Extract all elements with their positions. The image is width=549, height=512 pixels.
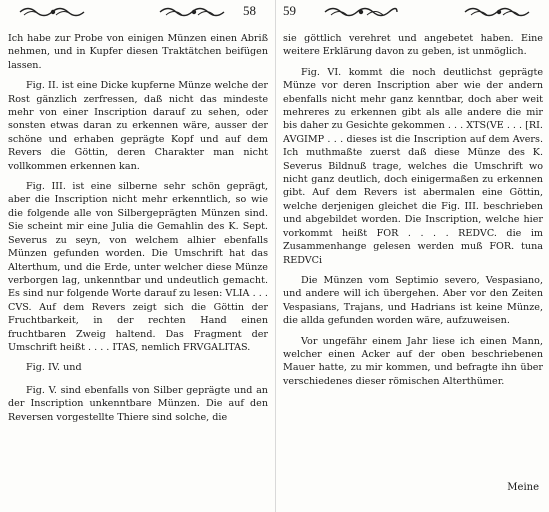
paragraph: Fig. V. sind ebenfalls von Silber geprägte und an der Inscription unkenntbare Münzen. Die auf den Reversen vorgestellte Thiere sind solche, die <box>8 384 268 423</box>
paragraph: Vor ungefähr einem Jahr liese ich einen Mann, welcher einen Acker auf der oben beschriebenen Mauer hatte, zu mir kommen, und befragte ihn über verschiedenes dieser römischen Alterthümer. <box>283 335 543 387</box>
paragraph: Fig. VI. kommt die noch deutlichst geprägte Münze vor deren Inscription aber wie der andern ebenfalls nicht mehr ganz kenntbar, doch aber weit mehreres zu erkennen gibt als alle andere die mir bis daher zu Gesichte gekommen . . . XTS(VE . . . [RI. AVGIMP . . . dieses ist die Inscription auf dem Avers. Ich muthmaßte zuerst daß diese Münze des K. Severus Bildnuß trage, welches die Umschrift wo nicht ganz deutlich, doch einigermaßen zu erkennen gibt. Auf dem Revers ist abermalen eine Göttin, welche derjenigen gleichet die Fig. III. beschrieben und abgebildet worden. Die Inscription, welche hier vorkommt heißt FOR . . . . REDVC. die im Zusammenhange gelesen werden muß FOR. tuna REDVCi <box>283 66 543 266</box>
ornament-icon <box>158 5 230 19</box>
page-text <box>283 32 543 395</box>
page-number: 58 <box>243 3 256 18</box>
page-number: 59 <box>283 3 296 18</box>
catchword: Meine <box>507 481 539 493</box>
ornament-icon <box>463 5 535 19</box>
right-page <box>283 0 543 512</box>
gutter <box>275 0 276 512</box>
ornament-icon <box>18 5 88 19</box>
left-page <box>8 0 268 512</box>
paragraph: Ich habe zur Probe von einigen Münzen einen Abriß nehmen, und in Kupfer diesen Traktätchen beifügen lassen. <box>8 33 268 71</box>
page-text <box>8 32 268 431</box>
paragraph: sie göttlich verehret und angebetet haben. Eine weitere Erklärung davon zu geben, ist unmöglich. <box>283 33 543 58</box>
ornament-icon <box>323 5 399 19</box>
paragraph: Fig. IV. und <box>26 362 82 374</box>
paragraph: Die Münzen vom Septimio severo, Vespasiano, und andere will ich übergehen. Aber vor den Zeiten Vespasians, Trajans, und Hadrians ist keine Münze, die allda gefunden worden wäre, aufzuweisen. <box>283 274 543 327</box>
paragraph: Fig. III. ist eine silberne sehr schön geprägt, aber die Inscription nicht mehr erkenntlich, so wie die folgende alle von Silbergeprägten Münzen sind. Sie scheint mir eine Julia die Gemahlin des K. Sept. Severus zu seyn, von welchem alhier ebenfalls Münzen gefunden worden. Die Umschrift hat das Alterthum, und die Erde, unter welcher diese Münze verborgen lag, unkenntbar und undeutlich gemacht. Es sind nur folgende Worte darauf zu lesen: VLIA . . . CVS. Auf dem Revers zeigt sich die Göttin der Fruchtbarkeit, in der rechten Hand einen fruchtbaren Zweig haltend. Das Fragment der Umschrift heißt . . . . ITAS, nemlich FRVGALITAS. <box>8 181 268 353</box>
paragraph: Fig. II. ist eine Dicke kupferne Münze welche der Rost gänzlich zerfressen, daß nicht das mindeste mehr von einer Inscription darauf zu sehen, oder sonsten etwas daran zu erkennen wäre, ausser der schöne und erhaben geprägte Kopf und auf dem Revers die Göttin, deren Charakter man nicht vollkommen erkennen kan. <box>8 80 268 172</box>
